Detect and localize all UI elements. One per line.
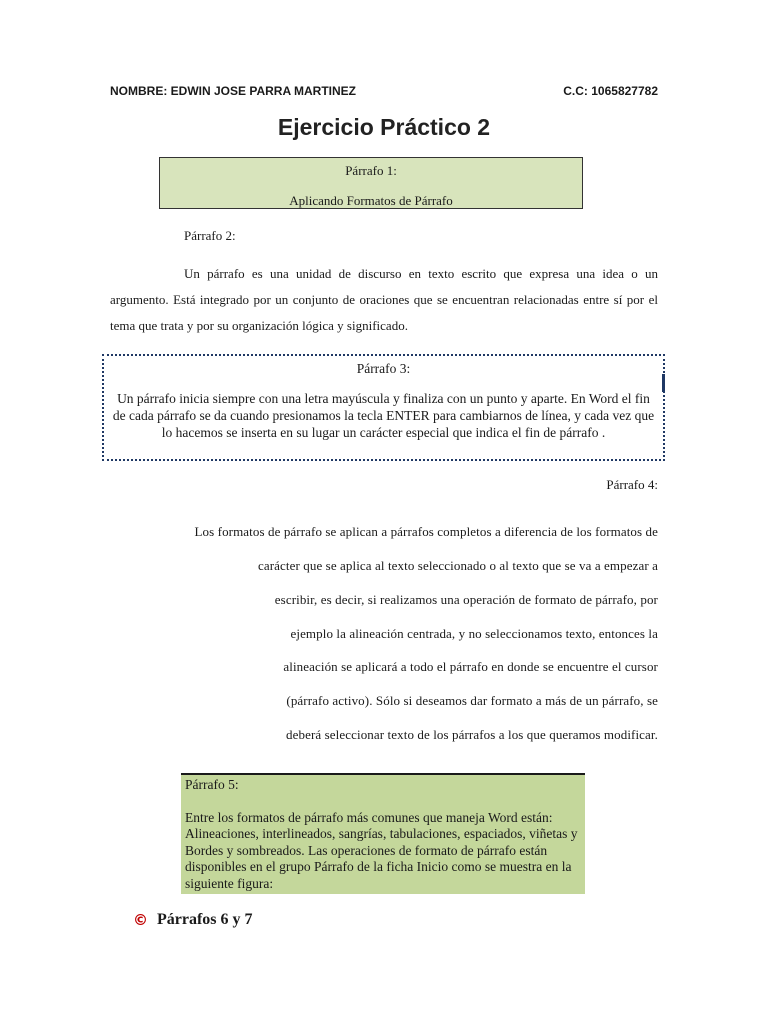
document-header <box>110 84 658 98</box>
paragraph-1-text: Aplicando Formatos de Párrafo <box>289 193 453 208</box>
paragraph-4-line: carácter que se aplica al texto seleccionado o al texto que se va a empezar a <box>257 558 658 573</box>
paragraph-5-text: Entre los formatos de párrafo más comunes que maneja Word están: Alineaciones, interlineados, sangrías, tabulaciones, espaciados, viñetas y Bordes y sombreados. Las operaciones de formato de párrafo están disponibles en el grupo Párrafo de la ficha Inicio como se muestra en la siguiente figura: <box>185 809 578 891</box>
paragraph-2-text: Un párrafo es una unidad de discurso en texto escrito que expresa una idea o un argumento. Está integrado por un conjunto de oraciones que se encuentran relacionadas entre sí por el tema que trata y por su organización lógica y significado. <box>110 266 658 333</box>
paragraph-4-label: Párrafo 4: <box>606 477 658 492</box>
paragraph-1-box <box>159 157 583 209</box>
paragraph-4-line: escribir, es decir, si realizamos una operación de formato de párrafo, por <box>274 592 658 607</box>
bullet-item <box>133 911 253 929</box>
bullet-text: Párrafos 6 y 7 <box>157 911 253 928</box>
student-id: C.C: 1065827782 <box>563 84 658 98</box>
paragraph-3-text: Un párrafo inicia siempre con una letra mayúscula y finaliza con un punto y aparte. En Word el fin de cada párrafo se da cuando presionamos la tecla ENTER para cambiarnos de línea, y cada vez que lo hacemos se inserta en su lugar un carácter especial que indica el fin de párrafo . <box>112 391 655 440</box>
paragraph-5-label: Párrafo 5: <box>185 777 239 792</box>
copyright-bullet-icon: © <box>133 911 148 929</box>
paragraph-4-line: Los formatos de párrafo se aplican a párrafos completos a diferencia de los formatos de <box>194 524 658 539</box>
text-cursor-marker <box>662 374 665 392</box>
paragraph-3-box <box>102 354 665 461</box>
paragraph-4-line: deberá seleccionar texto de los párrafos a los que queramos modificar. <box>286 727 658 742</box>
student-name: NOMBRE: EDWIN JOSE PARRA MARTINEZ <box>110 84 356 98</box>
paragraph-3-label: Párrafo 3: <box>356 361 411 376</box>
paragraph-4-line: ejemplo la alineación centrada, y no seleccionamos texto, entonces la <box>290 626 658 641</box>
page-title: Ejercicio Práctico 2 <box>277 114 491 140</box>
paragraph-2-label: Párrafo 2: <box>184 228 236 243</box>
paragraph-1-label: Párrafo 1: <box>345 163 397 178</box>
paragraph-5-box <box>181 773 585 894</box>
paragraph-4-line: (párrafo activo). Sólo si deseamos dar formato a más de un párrafo, se <box>286 693 658 708</box>
paragraph-4-line: alineación se aplicará a todo el párrafo en donde se encuentre el cursor <box>283 659 658 674</box>
